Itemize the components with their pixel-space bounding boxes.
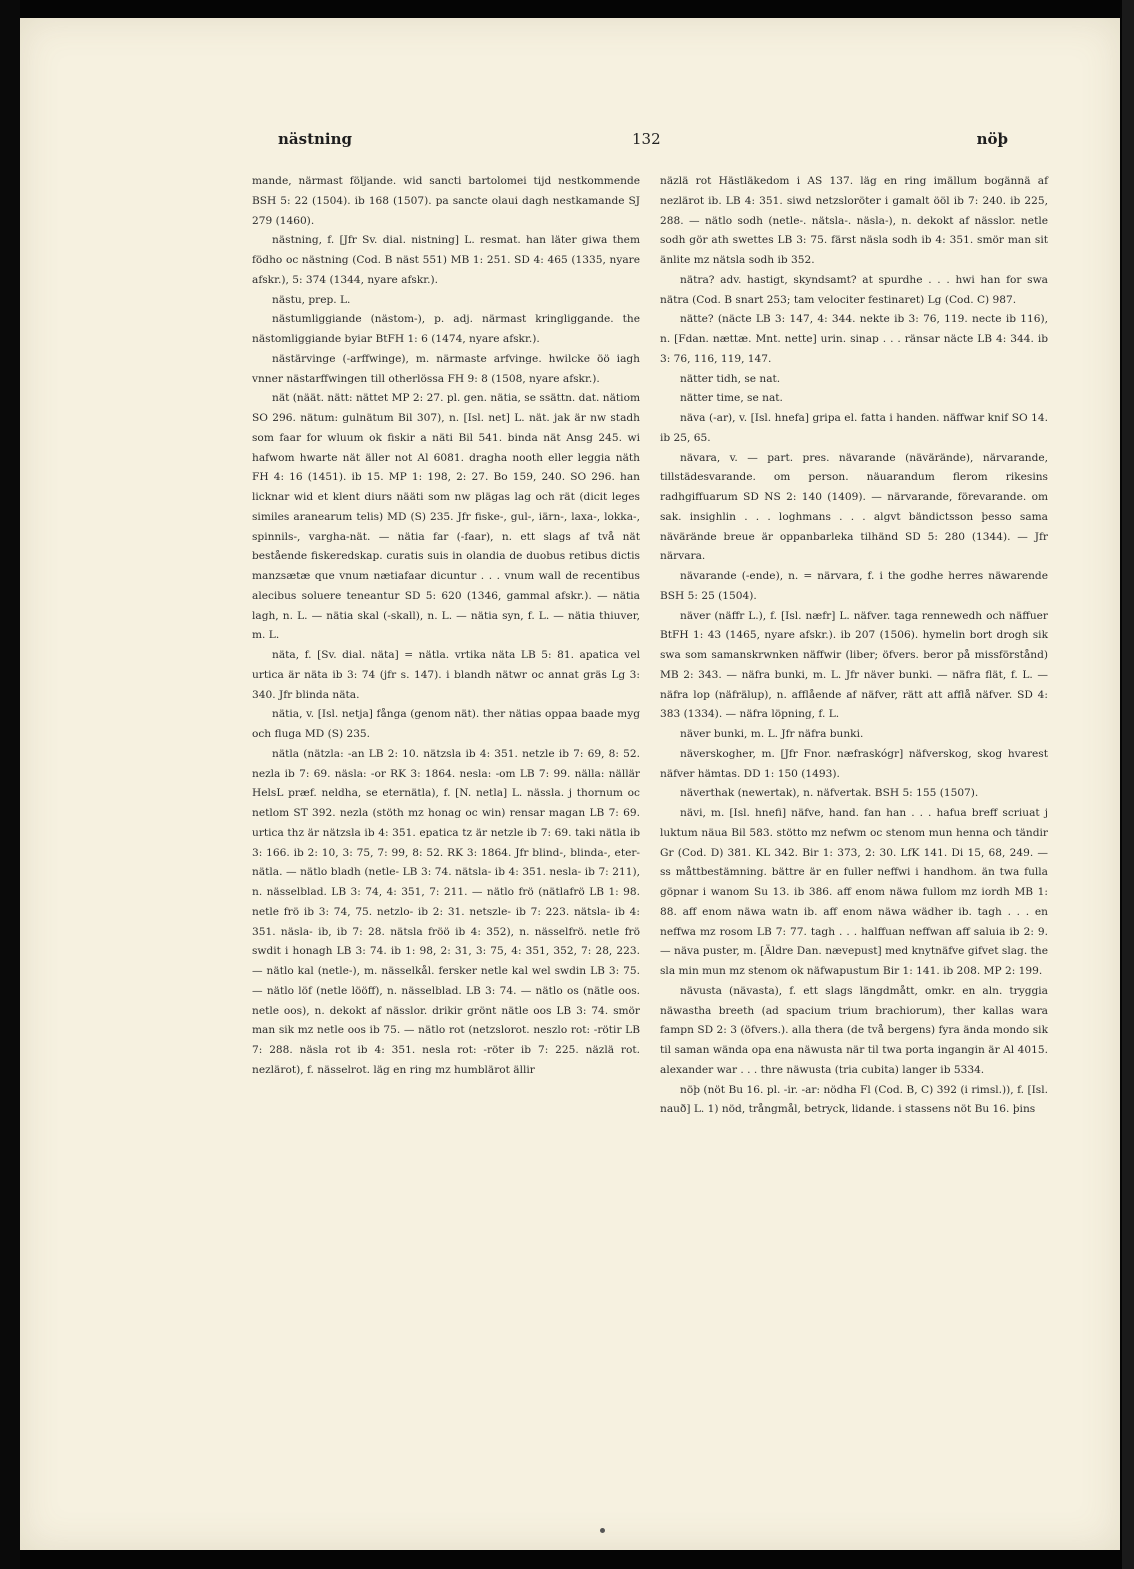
entry-noth: nöþ (nöt Bu 16. pl. -ir. -ar: nödha Fl (Cod. B, C) 392 (i rimsl.)), f. [Isl. nauð] L. 1) nöd, trångmål, betryck, lidande. i stassens nöt Bu 16. þins: [660, 1083, 1048, 1116]
entry-natia: nätia, v. [Isl. netja] fånga (genom nät). ther nätias oppaa baade myg och fluga MD (S) 235.: [252, 708, 640, 740]
entry-natla: nätla (nätzla: -an LB 2: 10. nätzsla ib 4: 351. netzle ib 7: 69, 8: 52. nezla ib 7: 69. näsla: -or RK 3: 1864. nesla: -om LB 7: 99. nälla: nällär HelsL præf. neldha, se eternätla), f. [N. netla] L. nässla. j thornum oc netlom ST 392. nezla (stöth mz honag oc win) rensar magan LB 7: 69. urtica thz är nätzsla ib 4: 351. epatica tz är netzle ib 7: 69. taki nätla ib 3: 166. ib 2: 10, 3: 75, 7: 99, 8: 52. RK 3: 1864. Jfr blind-, blinda-, eter-nätla. — nätlo bladh (netle- LB 3: 74. nätsla- ib 4: 351. nesla- ib 7: 211), n. nässelblad. LB 3: 74, 4: 351, 7: 211. — nätlo frö (nätlafrö LB 1: 98. netle frö ib 3: 74, 75. netzlo- ib 2: 31. netszle- ib 7: 223. nätsla- ib 4: 351. näsla- ib, ib 7: 28. nätsla fröö ib 4: 352), n. nässelfrö. netle frö swdit i honagh LB 3: 74. ib 1: 98, 2: 31, 3: 75, 4: 351, 352, 7: 28, 223. — nätlo kal (netle-), m. nässelkål. fersker netle kal wel swdin LB 3: 75. — nätlo löf (netle lööff), n. nässelblad. LB 3: 74. — nätlo os (nätle oos. netle oos), n. dekokt af nässlor. drikir grönt nätle oos LB 3: 74. smör man sik mz netle oos ib 75. — nätlo rot (netzslorot. neszlo rot: -rötir LB 7: 288. näsla rot ib 4: 351. nesla rot: -röter ib 7: 225. näzlä rot. nezlärot), f. nässelrot. läg en ring mz humblärot ällir: [252, 747, 640, 1076]
left-column: [252, 172, 640, 1081]
scan-border-left: [0, 0, 20, 1569]
right-column: [660, 172, 1048, 1120]
entry-naverskogher: näverskogher, m. [Jfr Fnor. næfraskógr] näfverskog, skog hvarest näfver hämtas. DD 1: 150 (1493).: [660, 747, 1048, 780]
entry-naver: näver (näffr L.), f. [Isl. næfr] L. näfver. taga rennewedh och näffuer BtFH 1: 43 (1465, nyare afskr.). ib 207 (1506). hymelin bort drogh sik swa som samanskrwnken näffwir (liber; öfvers. beror på missförstånd) MB 2: 343. — näfra bunki, m. L. Jfr näver bunki. — näfra flät, f. L. — näfra lop (näfrälup), n. afflående af näfver, rätt att afflå näfver. SD 4: 383 (1334). — näfra löpning, f. L.: [660, 609, 1048, 721]
entry-nat: nät (näät. nätt: nättet MP 2: 27. pl. gen. nätia, se ssättn. dat. nätiom SO 296. nätum: gulnätum Bil 307), n. [Isl. net] L. nät. jak är nw stadh som faar for wluum ok fiskir a näti Bil 541. binda nät Ansg 245. wi hafwom hwarte nät äller not Al 6081. dragha nooth eller leggia näth FH 4: 16 (1451). ib 15. MP 1: 198, 2: 27. Bo 159, 240. SO 296. han licknar wid et klent diurs nääti som nw plägas lag och rät (dicit leges similes aranearum telis) MD (S) 235. Jfr fiske-, gul-, iärn-, laxa-, lokka-, spinnils-, vargha-nät. — nätia far (-faar), n. ett slags af två nät bestående fiskeredskap. curatis suis in olandia de duobus retibus dictis manzsætæ que vnum nætiafaar dicuntur . . . vnum wall de recentibus alecibus soluere teneantur SD 5: 620 (1346, gammal afskr.). — nätia lagh, n. L. — nätia skal (-skall), n. L. — nätia syn, f. L. — nätia thiuver, m. L.: [252, 392, 640, 642]
page-mark: [600, 1528, 605, 1533]
entry-nastu: nästu, prep. L.: [272, 293, 351, 306]
entry-nastarvinge: nästärvinge (-arffwinge), m. närmaste arfvinge. hwilcke öö iagh vnner nästarffwingen till otherlössa FH 9: 8 (1508, nyare afskr.).: [252, 352, 640, 385]
entry-natte: nätte? (näcte LB 3: 147, 4: 344. nekte ib 3: 76, 119. necte ib 116), n. [Fdan. nættæ. Mnt. nette] urin. sinap . . . ränsar näcte LB 4: 344. ib 3: 76, 116, 119, 147.: [660, 313, 1048, 365]
entry-navusta: nävusta (nävasta), f. ett slags längdmått, omkr. en aln. tryggia näwastha breeth (ad spacium trium brachiorum), ther kallas wara fampn SD 2: 3 (öfvers.). alla thera (de två bergens) fyra ända mondo sik til saman wända opa ena näwusta när til twa porta ingangin är Al 4015. alexander war . . . thre näwusta (tria cubita) langer ib 5334.: [660, 984, 1048, 1076]
entry-natra: nätra? adv. hastigt, skyndsamt? at spurdhe . . . hwi han for swa nätra (Cod. B snart 253; tam velociter festinaret) Lg (Cod. C) 987.: [660, 273, 1048, 306]
entry-nastning: nästning, f. [Jfr Sv. dial. nistning] L. resmat. han läter giwa them födho oc nästning (Cod. B näst 551) MB 1: 251. SD 4: 465 (1335, nyare afskr.), 5: 374 (1344, nyare afskr.).: [252, 234, 640, 286]
entry-navi: nävi, m. [Isl. hnefi] näfve, hand. fan han . . . hafua breff scriuat j luktum näua Bil 583. stötto mz nefwm oc stenom mun henna och tändir Gr (Cod. D) 381. KL 342. Bir 1: 373, 2: 30. LfK 141. Di 15, 68, 249. — ss måttbestämning. bättre är en fuller neffwi i handhom. än twa fulla göpnar i wanom Su 13. ib 386. aff enom näwa fullom mz iordh MB 1: 88. aff enom näwa watn ib. aff enom näwa wädher ib. tagh . . . en neffwa mz rosom LB 7: 77. tagh . . . halffuan neffwan aff saluia ib 2: 9. — näva puster, m. [Äldre Dan. nævepust] med knytnäfve gifvet slag. the sla min mun mz stenom ok näfwapustum Bir 1: 141. ib 208. MP 2: 199.: [660, 807, 1048, 977]
page-header: [252, 120, 1020, 160]
entry-nastumliggiande: nästumliggiande (nästom-), p. adj. närmast kringliggande. the nästomliggiande byiar BtFH 1: 6 (1474, nyare afskr.).: [252, 313, 640, 345]
entry-naver-bunki: näver bunki, m. L. Jfr näfra bunki.: [680, 728, 864, 740]
page-number: 132: [632, 130, 661, 148]
entry-continuation: mande, närmast följande. wid sancti bartolomei tijd nestkommende BSH 5: 22 (1504). ib 168 (1507). pa sancte olaui dagh nestkamande SJ 279 (1460).: [252, 175, 640, 227]
running-head-right: nöþ: [976, 130, 1008, 148]
entry-nava: näva (-ar), v. [Isl. hnefa] gripa el. fatta i handen. näffwar knif SO 14. ib 25, 65.: [660, 412, 1048, 444]
scan-border-right: [1122, 0, 1134, 1569]
entry-nata: näta, f. [Sv. dial. näta] = nätla. vrtika näta LB 5: 81. apatica vel urtica är näta ib 3: 74 (jfr s. 147). i blandh nätwr oc annat gräs Lg 3: 340. Jfr blinda näta.: [252, 649, 640, 701]
entry-naverthak: näverthak (newertak), n. näfvertak. BSH 5: 155 (1507).: [680, 787, 979, 800]
entry-navarande: nävarande (-ende), n. = närvara, f. i the godhe herres näwarende BSH 5: 25 (1504).: [660, 570, 1048, 602]
entry-natter-time: nätter time, se nat.: [680, 392, 783, 405]
running-head-left: nästning: [278, 130, 352, 148]
entry-navara: nävara, v. — part. pres. nävarande (nävärände), närvarande, tillstädesvarande. om person. näuarandum flerom rikesins radhgiffuarum SD NS 2: 140 (1409). — närvarande, förevarande. om sak. insighlin . . . loghmans . . . algvt bändictsson þesso sama nävärände breue är oppanbarleka tilhänd SD 5: 280 (1344). — Jfr närvara.: [660, 451, 1048, 563]
entry-natter-tidh: nätter tidh, se nat.: [680, 372, 781, 385]
entry-natlo-continuation: näzlä rot Hästläkedom i AS 137. läg en ring imällum bogännä af nezlärot ib. LB 4: 351. siwd netzsloröter i gamalt ööl ib 7: 240. ib 225, 288. — nätlo sodh (netle-. nätsla-. näsla-), n. dekokt af nässlor. netle sodh gör ath swettes LB 3: 75. färst näsla sodh ib 4: 351. smör man sit änlite mz nätsla sodh ib 352.: [660, 175, 1048, 266]
